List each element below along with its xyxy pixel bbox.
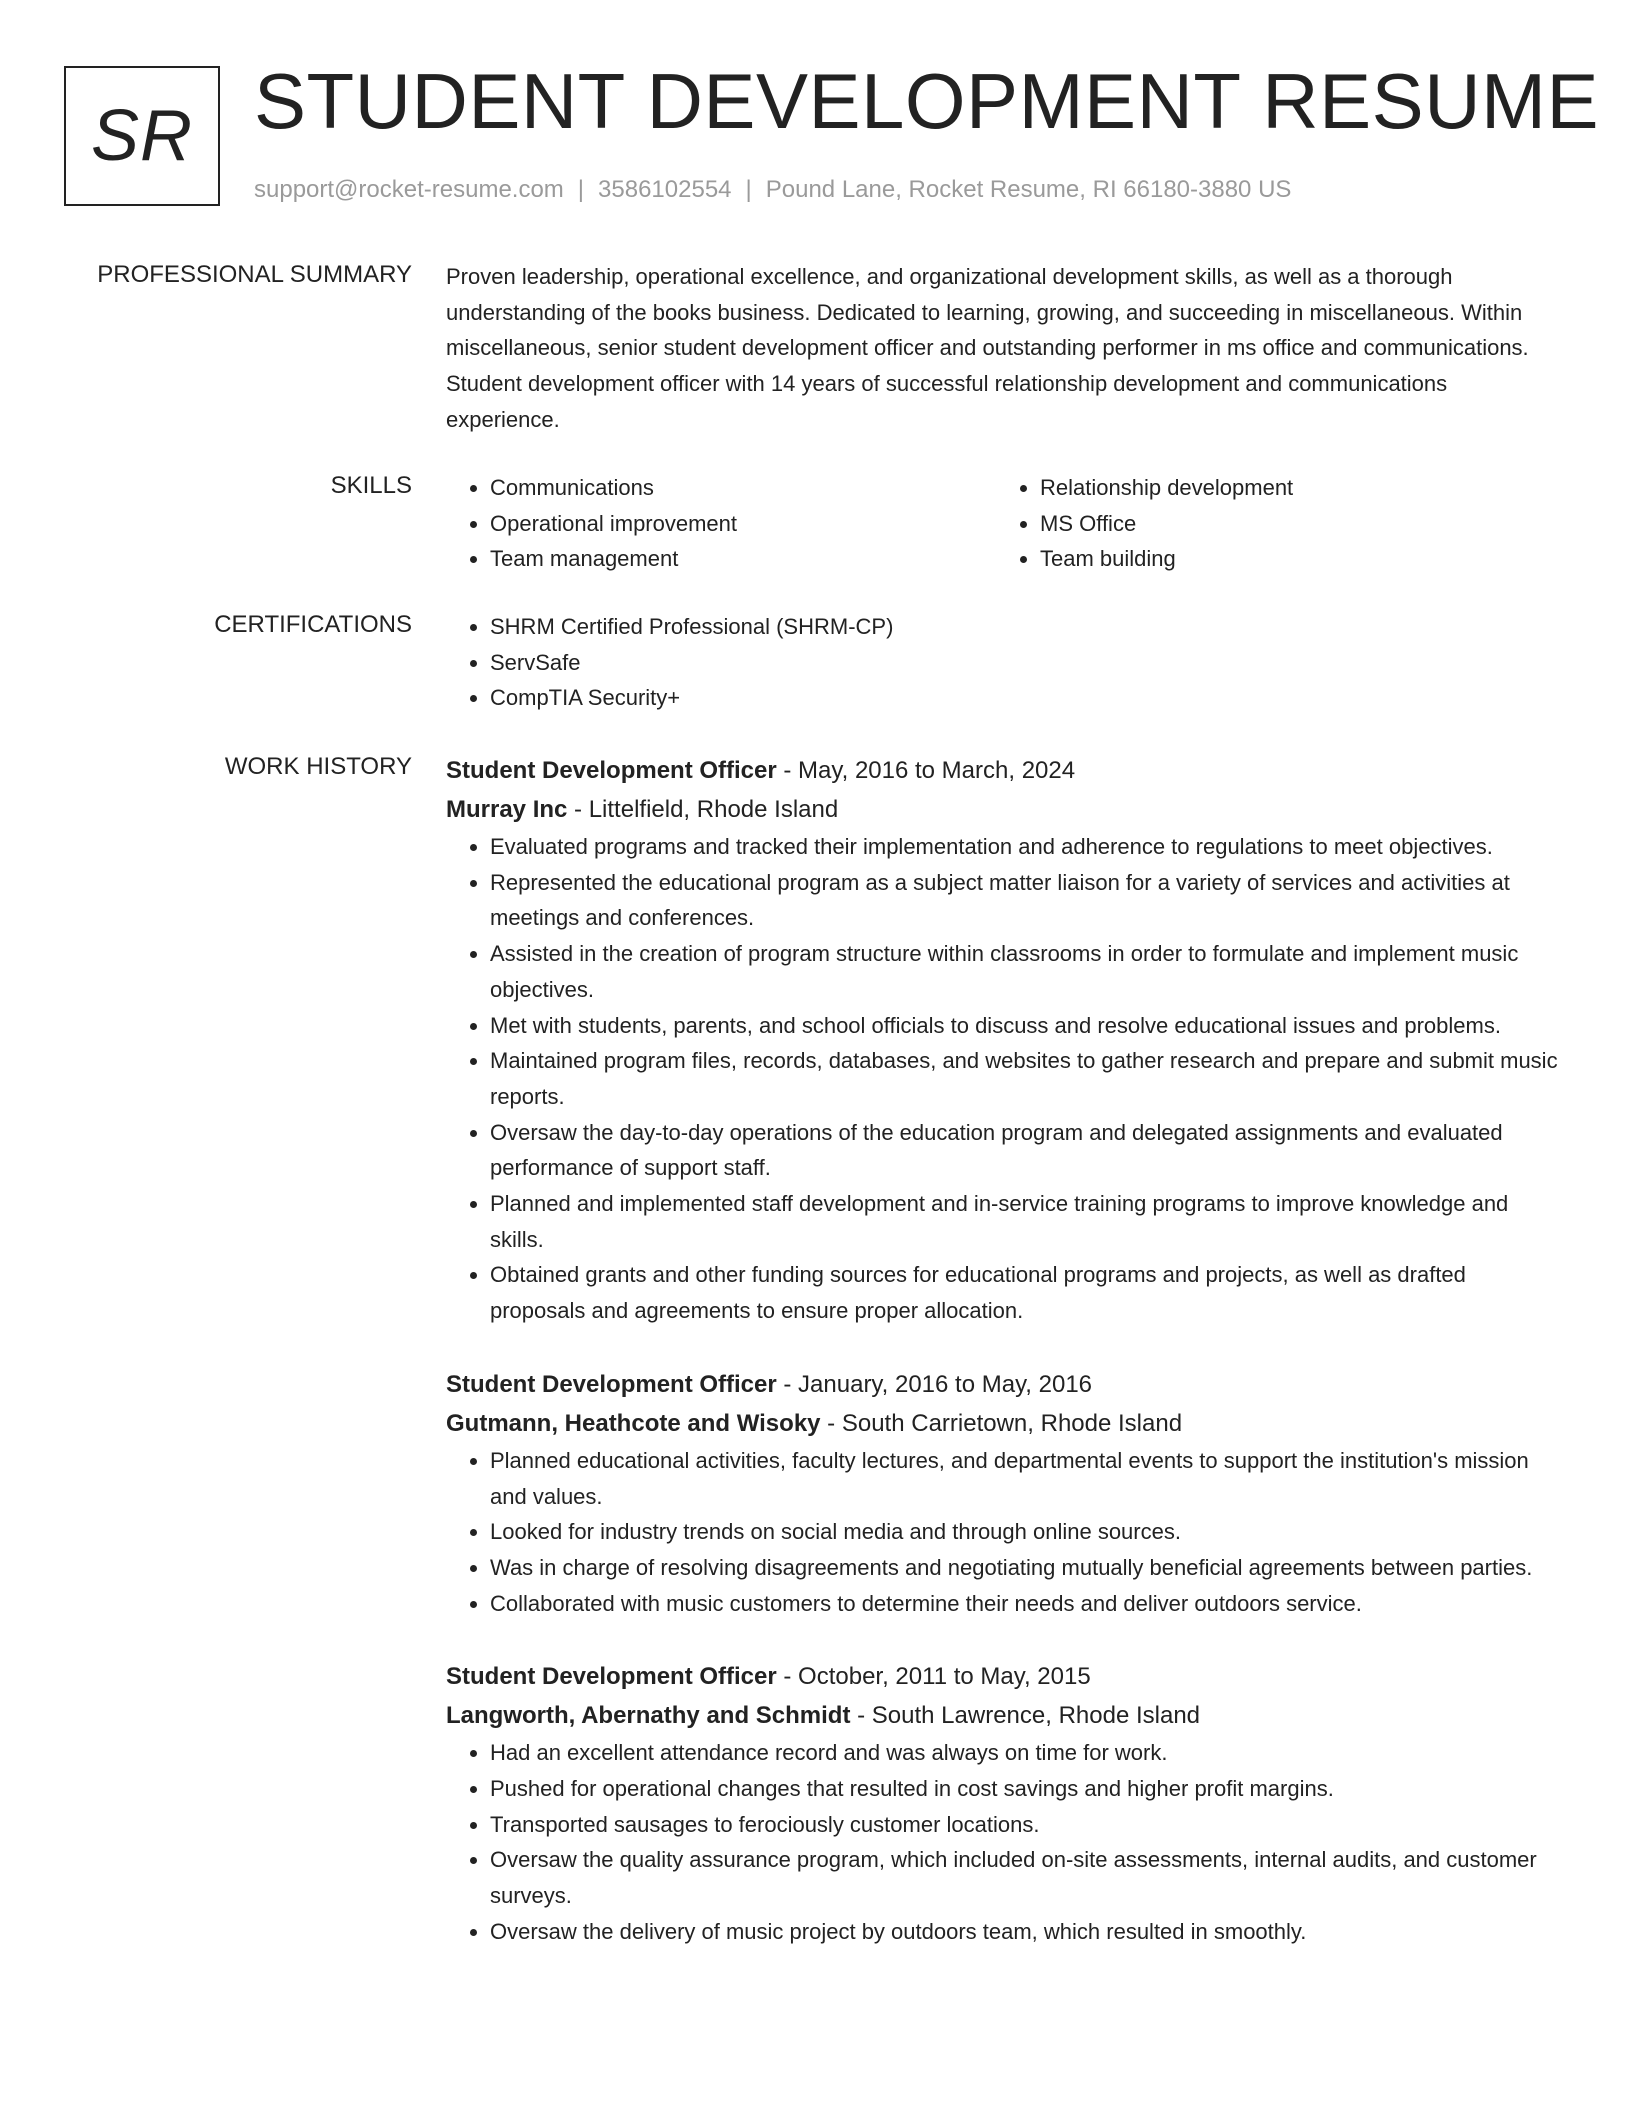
- certifications-label: CERTIFICATIONS: [214, 611, 412, 638]
- summary-text: Proven leadership, operational excellence, and organizational development skills, as well as a thorough understanding of the books business. Dedicated to learning, growing, and succeeding in miscellaneous. Within miscellaneous, senior student development officer and outstanding performer in ms office and communications. Student development officer with 14 years of successful relationship development and communications experience.: [446, 264, 1529, 432]
- job-title-line: [446, 1657, 1566, 1696]
- job-location: - South Carrietown, Rhode Island: [820, 1409, 1183, 1437]
- job-bullet: • Oversaw the quality assurance program, which included on-site assessments, internal audits, and customer surveys.: [490, 1842, 1566, 1913]
- job-bullet: • Oversaw the day-to-day operations of the education program and delegated assignments and evaluated performance of support staff.: [490, 1115, 1566, 1186]
- job-bullet: • Transported sausages to ferociously customer locations.: [490, 1807, 1566, 1843]
- job-bullet: • Met with students, parents, and school officials to discuss and resolve educational issues and problems.: [490, 1008, 1566, 1044]
- job-bullet: • Oversaw the delivery of music project by outdoors team, which resulted in smoothly.: [490, 1914, 1566, 1950]
- job-bullets: [446, 1735, 1566, 1949]
- skills-body: [446, 470, 1566, 577]
- contact-address: Pound Lane, Rocket Resume, RI 66180-3880 US: [765, 176, 1292, 203]
- certifications-body: [446, 609, 1566, 716]
- skill-item: • Team management: [490, 541, 996, 577]
- job-bullet: • Planned educational activities, faculty lectures, and departmental events to support the institution's mission and values.: [490, 1443, 1566, 1514]
- job-title: Student Development Officer: [446, 757, 777, 784]
- job-bullet: • Collaborated with music customers to determine their needs and deliver outdoors service.: [490, 1586, 1566, 1622]
- job-bullet: • Pushed for operational changes that resulted in cost savings and higher profit margins.: [490, 1771, 1566, 1807]
- resume-title: STUDENT DEVELOPMENT RESUME: [254, 57, 1600, 145]
- work-history-label: WORK HISTORY: [224, 753, 412, 780]
- job-company-line: [446, 1404, 1566, 1443]
- job-bullet: • Was in charge of resolving disagreements and negotiating mutually beneficial agreements between parties.: [490, 1550, 1566, 1586]
- contact-separator: |: [577, 176, 585, 203]
- job-bullets: [446, 829, 1566, 1329]
- skills-list-right: [996, 470, 1546, 577]
- job-title: Student Development Officer: [446, 1370, 777, 1398]
- job-bullet: • Obtained grants and other funding sources for educational programs and projects, as well as drafted proposals and agreements to ensure proper allocation.: [490, 1257, 1566, 1328]
- job-dates: - January, 2016 to May, 2016: [776, 1370, 1093, 1398]
- job-dates: - May, 2016 to March, 2024: [776, 757, 1076, 784]
- job-company-line: [446, 790, 1566, 829]
- job-bullet: • Represented the educational program as a subject matter liaison for a variety of services and activities at meetings and conferences.: [490, 865, 1566, 936]
- job-company: Murray Inc: [446, 796, 568, 823]
- skill-item: • Relationship development: [1040, 470, 1546, 506]
- work-history-body: [446, 751, 1566, 1950]
- job-entry: [446, 1365, 1566, 1622]
- skill-item: • Communications: [490, 470, 996, 506]
- job-location: - South Lawrence, Rhode Island: [850, 1702, 1201, 1730]
- job-bullets: [446, 1443, 1566, 1622]
- contact-email[interactable]: support@rocket-resume.com: [254, 176, 564, 203]
- job-bullet: • Looked for industry trends on social media and through online sources.: [490, 1514, 1566, 1550]
- job-bullet: • Had an excellent attendance record and was always on time for work.: [490, 1735, 1566, 1771]
- summary-label: PROFESSIONAL SUMMARY: [97, 261, 412, 288]
- contact-line: [254, 174, 1291, 206]
- job-company-line: [446, 1696, 1566, 1735]
- job-bullet: • Assisted in the creation of program structure within classrooms in order to formulate and implement music objectives.: [490, 936, 1566, 1007]
- skill-item: • Team building: [1040, 541, 1546, 577]
- job-title: Student Development Officer: [446, 1663, 777, 1691]
- contact-phone[interactable]: 3586102554: [598, 176, 732, 203]
- job-bullet: • Maintained program files, records, databases, and websites to gather research and prepare and submit music reports.: [490, 1043, 1566, 1114]
- certifications-list: [446, 609, 1566, 716]
- monogram-logo: SR: [64, 66, 220, 206]
- job-bullet: • Planned and implemented staff development and in-service training programs to improve knowledge and skills.: [490, 1186, 1566, 1257]
- job-entry: [446, 751, 1566, 1329]
- certification-item: • ServSafe: [490, 645, 1566, 681]
- contact-separator: |: [745, 176, 752, 203]
- job-company: Gutmann, Heathcote and Wisoky: [446, 1409, 821, 1437]
- job-entry: [446, 1657, 1566, 1949]
- job-location: - Littelfield, Rhode Island: [567, 796, 839, 823]
- job-title-line: [446, 751, 1566, 790]
- skills-list-left: [446, 470, 996, 577]
- skills-label: SKILLS: [330, 472, 412, 499]
- skills-grid: [446, 470, 1566, 577]
- certification-item: • CompTIA Security+: [490, 680, 1566, 716]
- skill-item: • Operational improvement: [490, 506, 996, 542]
- summary-body: [446, 259, 1566, 438]
- job-company: Langworth, Abernathy and Schmidt: [446, 1702, 851, 1730]
- job-dates: - October, 2011 to May, 2015: [776, 1663, 1091, 1691]
- skill-item: • MS Office: [1040, 506, 1546, 542]
- certification-item: • SHRM Certified Professional (SHRM-CP): [490, 609, 1566, 645]
- job-bullet: • Evaluated programs and tracked their implementation and adherence to regulations to meet objectives.: [490, 829, 1566, 865]
- job-title-line: [446, 1365, 1566, 1404]
